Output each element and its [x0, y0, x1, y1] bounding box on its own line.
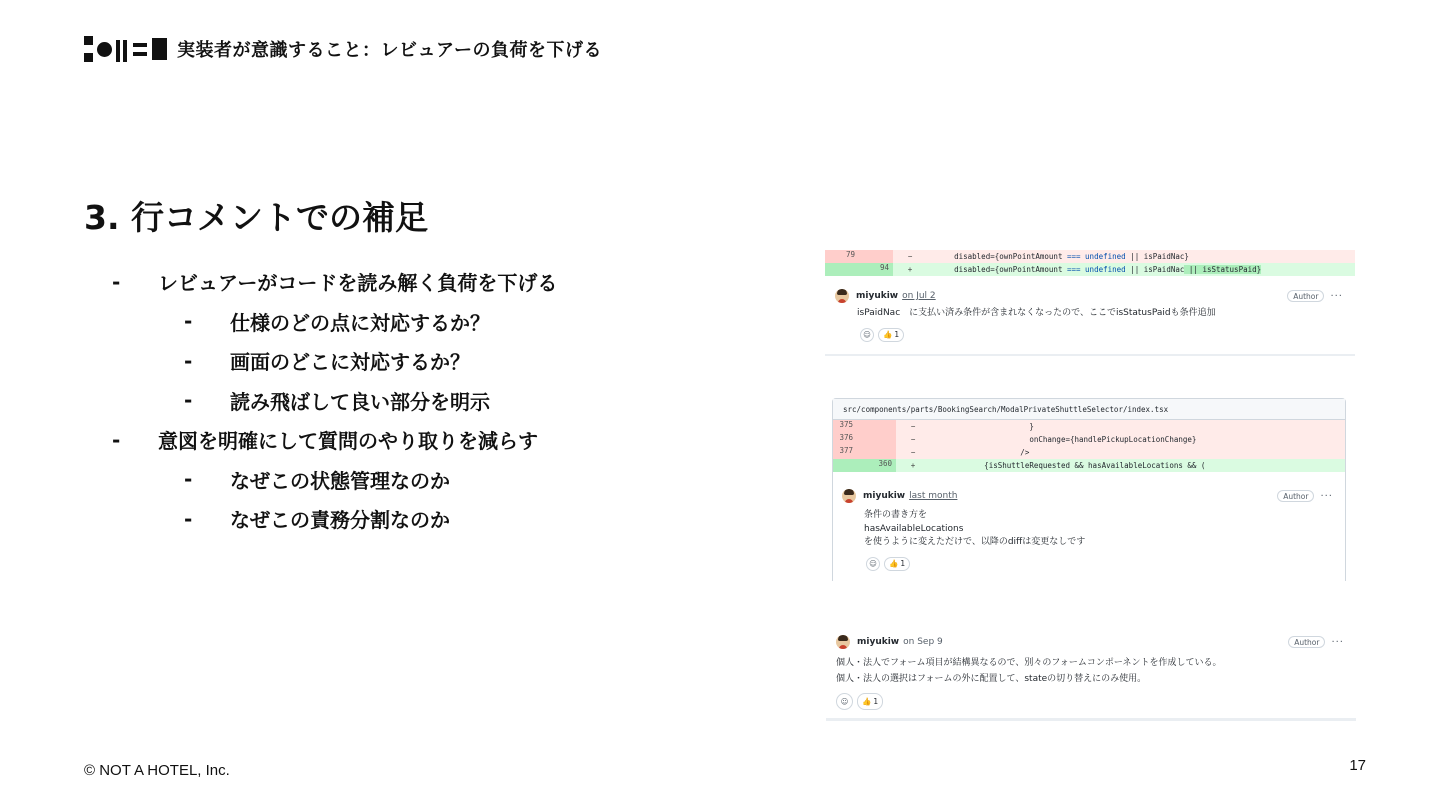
bullet-text: 意図を明確にして質問のやり取りを減らす	[158, 429, 538, 454]
sub-bullet-item	[112, 499, 557, 539]
diff-line-deleted: 376 − onChange={handlePickupLocationChange}	[833, 433, 1345, 446]
bullet-dash: -	[112, 427, 121, 452]
diff-line-deleted: 375 − }	[833, 420, 1345, 433]
comment-body-line: 個人・法人の選択はフォームの外に配置して、stateの切り替えにのみ使用。	[836, 674, 1147, 684]
review-screenshot-2	[832, 398, 1346, 581]
thumbs-up-reaction[interactable]: 👍 1	[857, 693, 883, 710]
avatar[interactable]	[835, 289, 849, 303]
thumbs-up-reaction[interactable]: 👍 1	[878, 328, 904, 342]
diff-code: disabled={ownPointAmount === undefined || isPaidNac || isStatusPaid}	[927, 265, 1262, 274]
bullet-text: レビュアーがコードを読み解く負荷を下げる	[158, 271, 558, 296]
sub-bullet-item	[112, 302, 557, 342]
diff-line-deleted: 377 − />	[833, 446, 1345, 459]
thumbs-up-reaction[interactable]: 👍 1	[884, 557, 910, 571]
bullet-text: 読み飛ばして良い部分を明示	[230, 389, 490, 414]
old-line-number	[825, 263, 859, 276]
bullet-list	[112, 262, 557, 539]
comment-body-line: isPaidNac に支払い済み条件が含まれなくなったので、ここでisStatusPaidも条件追加	[857, 308, 1216, 318]
comment-body-line: 個人・法人でフォーム項目が結構異なるので、別々のフォームコンポーネントを作成している。	[836, 658, 1222, 668]
bullet-text: なぜこの状態管理なのか	[230, 468, 450, 493]
author-badge: Author	[1277, 490, 1314, 502]
bullet-dash: -	[184, 506, 193, 531]
sub-bullet-item	[112, 381, 557, 421]
bullet-item	[112, 262, 557, 302]
add-reaction-icon[interactable]: ☺	[866, 557, 880, 571]
comment-body-line: 条件の書き方を	[864, 510, 928, 520]
more-options-icon[interactable]: ···	[1330, 290, 1343, 302]
avatar[interactable]	[842, 489, 856, 503]
author-badge: Author	[1287, 290, 1324, 302]
thumbs-up-icon: 👍	[889, 559, 899, 568]
bullet-dash: -	[184, 467, 193, 492]
comment-timestamp[interactable]: last month	[909, 491, 958, 501]
more-options-icon[interactable]: ···	[1320, 490, 1333, 502]
add-reaction-icon[interactable]: ☺	[860, 328, 874, 342]
comment-author[interactable]: miyukiw	[863, 491, 906, 501]
bullet-text: なぜこの責務分割なのか	[230, 508, 450, 533]
diff-line-deleted	[825, 250, 1355, 263]
review-comment	[833, 472, 1345, 571]
thumbs-up-icon: 👍	[883, 330, 893, 339]
diff-sign: −	[907, 252, 913, 261]
diff-code: disabled={ownPointAmount === undefined || isPaidNac}	[927, 252, 1189, 261]
bullet-item	[112, 420, 557, 460]
bullet-text: 画面のどこに対応するか？	[230, 350, 470, 375]
diff-line-added	[825, 263, 1355, 276]
comment-body-line: hasAvailableLocations	[864, 523, 964, 534]
bullet-dash: -	[184, 348, 193, 373]
review-comment	[826, 626, 1356, 710]
sub-bullet-item	[112, 341, 557, 381]
bullet-text: 仕様のどの点に対応するか？	[230, 310, 490, 335]
old-line-number: 79	[845, 250, 855, 259]
bullet-dash: -	[184, 309, 193, 334]
file-path[interactable]: src/components/parts/BookingSearch/ModalPrivateShuttleSelector/index.tsx	[833, 399, 1345, 420]
diff-sign: +	[907, 265, 913, 274]
diff-line-added: 360 + {isShuttleRequested && hasAvailableLocations && (	[833, 459, 1345, 472]
slide-header	[84, 35, 602, 63]
thumbs-up-icon: 👍	[862, 697, 872, 706]
page-number: 17	[1349, 757, 1366, 774]
comment-author[interactable]: miyukiw	[857, 637, 900, 647]
new-line-number	[859, 250, 893, 263]
section-title: 3. 行コメントでの補足	[84, 198, 428, 237]
bullet-dash: -	[112, 269, 121, 294]
review-comment	[825, 276, 1355, 342]
copyright-notice: © NOT A HOTEL, Inc.	[84, 762, 230, 779]
comment-body-line: を使うように変えただけで、以降のdiffは変更なしです	[864, 537, 1086, 547]
add-reaction-icon[interactable]: ☺	[836, 693, 853, 710]
sub-bullet-item	[112, 460, 557, 500]
header-title: 実装者が意識すること：レビュアーの負荷を下げる	[177, 40, 602, 61]
comment-author[interactable]: miyukiw	[856, 291, 899, 301]
comment-timestamp[interactable]: on Sep 9	[903, 637, 943, 647]
avatar[interactable]	[836, 635, 850, 649]
not-a-hotel-logo	[84, 36, 167, 62]
more-options-icon[interactable]: ···	[1331, 636, 1344, 648]
new-line-number: 94	[879, 263, 889, 272]
review-screenshot-1	[825, 250, 1355, 356]
author-badge: Author	[1288, 636, 1325, 648]
review-screenshot-3	[826, 626, 1356, 721]
comment-timestamp[interactable]: on Jul 2	[902, 291, 936, 301]
bullet-dash: -	[184, 388, 193, 413]
